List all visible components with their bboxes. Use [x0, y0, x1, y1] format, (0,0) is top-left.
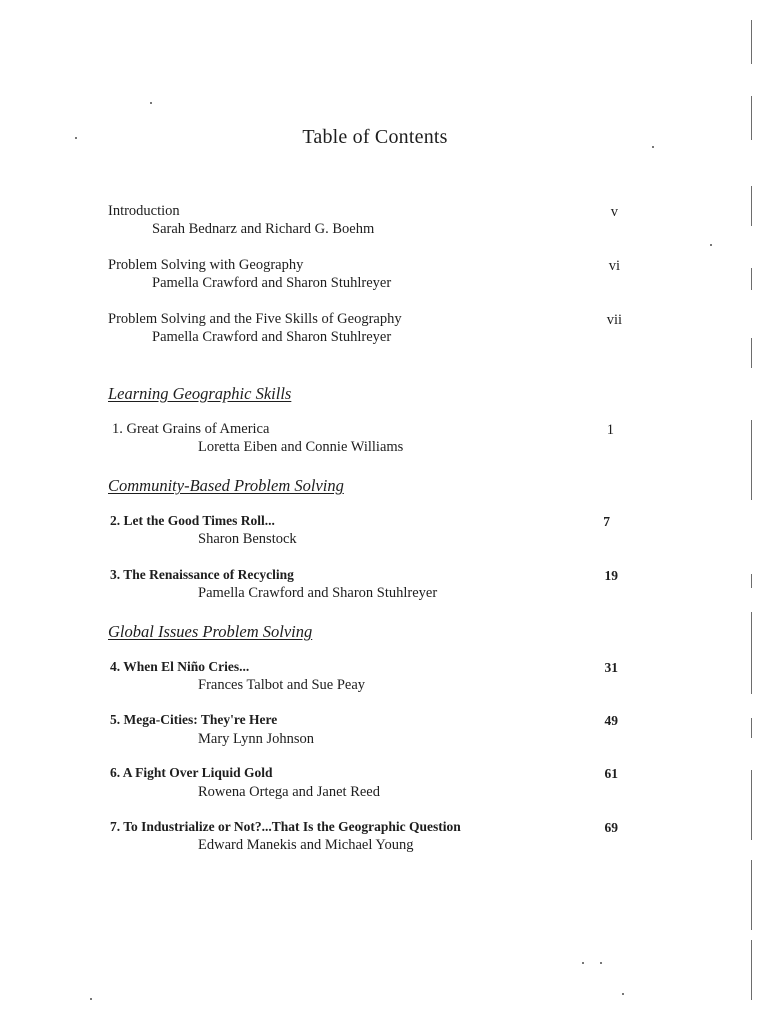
- chapter-authors: Loretta Eiben and Connie Williams: [198, 439, 404, 455]
- scan-edge-mark: [751, 860, 752, 930]
- scan-edge-mark: [751, 612, 752, 652]
- chapter-title: 3. The Renaissance of Recycling: [110, 567, 294, 582]
- toc-entry-title: Problem Solving with Geography: [108, 257, 304, 273]
- chapter-authors: Rowena Ortega and Janet Reed: [198, 784, 380, 800]
- scan-speck: [75, 137, 77, 139]
- scan-edge-mark: [751, 718, 752, 738]
- scan-edge-mark: [751, 186, 752, 226]
- scan-edge-mark: [751, 420, 752, 500]
- page-title: Table of Contents: [302, 126, 448, 148]
- section-heading: Learning Geographic Skills: [108, 384, 292, 403]
- scan-edge-mark: [751, 96, 752, 140]
- scan-edge-mark: [751, 20, 752, 64]
- chapter-page: 61: [604, 766, 618, 781]
- scan-speck: [582, 962, 584, 964]
- toc-entry-authors: Sarah Bednarz and Richard G. Boehm: [152, 221, 375, 237]
- toc-entry-page: vii: [606, 312, 622, 328]
- chapter-authors: Frances Talbot and Sue Peay: [198, 677, 366, 693]
- chapter-title: 1. Great Grains of America: [112, 421, 270, 437]
- section-heading: Community-Based Problem Solving: [108, 476, 344, 495]
- chapter-title: 7. To Industrialize or Not?...That Is the Geographic Question: [110, 819, 461, 834]
- scan-edge-mark: [751, 338, 752, 368]
- scan-speck: [622, 993, 624, 995]
- scan-speck: [710, 244, 712, 246]
- chapter-authors: Mary Lynn Johnson: [198, 731, 314, 747]
- chapter-authors: Edward Manekis and Michael Young: [198, 837, 414, 853]
- scan-edge-mark: [751, 650, 752, 694]
- chapter-title: 4. When El Niño Cries...: [110, 659, 250, 674]
- scan-edge-mark: [751, 268, 752, 290]
- scan-speck: [600, 962, 602, 964]
- toc-entry-page: vi: [608, 258, 620, 274]
- chapter-page: 31: [604, 660, 618, 675]
- scan-edge-mark: [751, 574, 752, 588]
- scan-edge-mark: [751, 940, 752, 1000]
- chapter-page: 19: [604, 568, 618, 583]
- chapter-page: 69: [604, 820, 618, 835]
- chapter-authors: Sharon Benstock: [198, 531, 297, 547]
- toc-entry-authors: Pamella Crawford and Sharon Stuhlreyer: [152, 275, 392, 291]
- scan-edge-mark: [751, 770, 752, 840]
- chapter-page: 49: [604, 713, 618, 728]
- chapter-title: 6. A Fight Over Liquid Gold: [110, 765, 273, 780]
- chapter-page: 7: [603, 514, 610, 529]
- section-heading: Global Issues Problem Solving: [108, 622, 313, 641]
- chapter-title: 2. Let the Good Times Roll...: [110, 513, 275, 528]
- toc-entry-page: v: [610, 204, 618, 220]
- scan-speck: [652, 146, 654, 148]
- chapter-authors: Pamella Crawford and Sharon Stuhlreyer: [198, 585, 438, 601]
- toc-entry-title: Problem Solving and the Five Skills of Geography: [108, 311, 402, 327]
- chapter-title: 5. Mega-Cities: They're Here: [110, 712, 278, 727]
- toc-entry-title: Introduction: [108, 203, 180, 219]
- toc-entry-authors: Pamella Crawford and Sharon Stuhlreyer: [152, 329, 392, 345]
- chapter-page: 1: [606, 422, 614, 438]
- scan-speck: [90, 998, 92, 1000]
- scan-speck: [150, 102, 152, 104]
